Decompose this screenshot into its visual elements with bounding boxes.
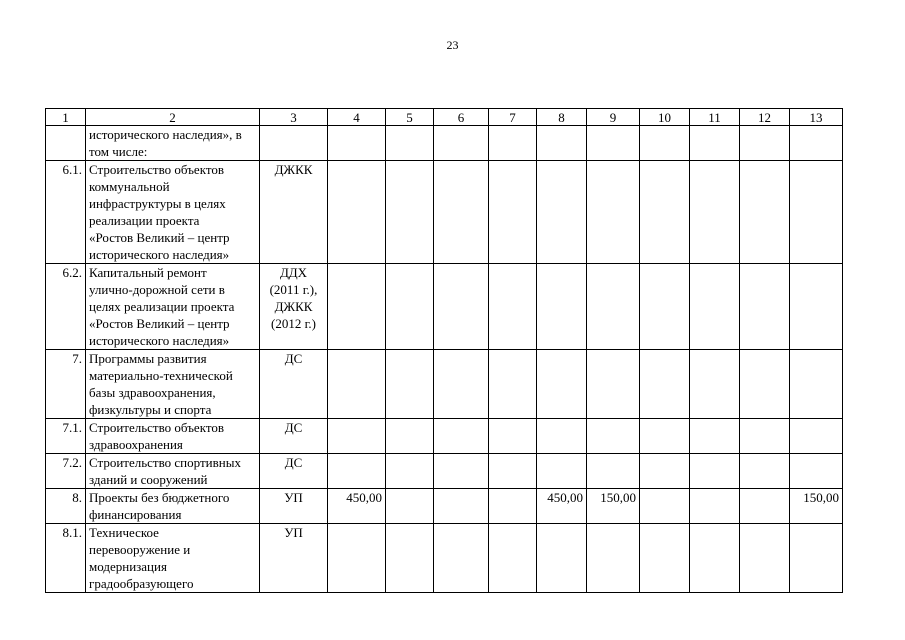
value-cell — [537, 454, 587, 489]
value-cell — [386, 454, 434, 489]
value-cell — [434, 161, 489, 264]
item-name-cell — [86, 126, 260, 161]
executor-cell — [260, 489, 328, 524]
item-name-line: финансирования — [89, 507, 182, 522]
value-cell — [328, 161, 386, 264]
item-name-line: инфраструктуры в целях — [89, 196, 226, 211]
row-number-cell: 7.2. — [46, 454, 86, 489]
column-number-row — [46, 109, 843, 126]
table-row — [46, 524, 843, 593]
value-cell — [587, 126, 640, 161]
item-name-cell — [86, 161, 260, 264]
executor-cell — [260, 350, 328, 419]
item-name-cell — [86, 264, 260, 350]
value-cell: 450,00 — [537, 489, 587, 524]
item-name-line: улично-дорожной сети в — [89, 282, 225, 297]
value-cell — [328, 524, 386, 593]
item-name-line: исторического наследия» — [89, 247, 230, 262]
table-row — [46, 161, 843, 264]
value-cell — [386, 489, 434, 524]
item-name-line: коммунальной — [89, 179, 170, 194]
item-name-line: модернизация — [89, 559, 167, 574]
value-cell — [434, 350, 489, 419]
item-name-line: «Ростов Великий – центр — [89, 316, 230, 331]
column-number-cell: 1 — [46, 109, 86, 126]
row-number-cell: 7. — [46, 350, 86, 419]
value-cell — [690, 264, 740, 350]
item-name-line: материально-технической — [89, 368, 233, 383]
value-cell — [587, 161, 640, 264]
item-name-line: Строительство спортивных — [89, 455, 241, 470]
item-name-line: «Ростов Великий – центр — [89, 230, 230, 245]
row-number-cell: 8. — [46, 489, 86, 524]
table-row — [46, 454, 843, 489]
row-number-cell: 6.2. — [46, 264, 86, 350]
value-cell — [640, 161, 690, 264]
executor-line: ДС — [284, 455, 303, 470]
table-row — [46, 126, 843, 161]
value-cell — [640, 489, 690, 524]
executor-line: ДЖКК — [274, 299, 313, 314]
value-cell — [328, 264, 386, 350]
value-cell — [690, 454, 740, 489]
value-cell — [740, 161, 790, 264]
item-name-line: Программы развития — [89, 351, 207, 366]
value-cell — [740, 454, 790, 489]
item-name-line: Техническое — [89, 525, 159, 540]
item-name-line: целях реализации проекта — [89, 299, 235, 314]
executor-cell — [260, 524, 328, 593]
page-number: 23 — [446, 38, 459, 52]
table-row — [46, 419, 843, 454]
executor-cell — [260, 419, 328, 454]
value-cell — [537, 419, 587, 454]
executor-line: ДЖКК — [274, 162, 313, 177]
value-cell — [690, 126, 740, 161]
value-cell — [386, 161, 434, 264]
row-number-cell: 6.1. — [46, 161, 86, 264]
value-cell — [790, 264, 843, 350]
value-cell — [537, 524, 587, 593]
value-cell — [740, 350, 790, 419]
value-cell — [328, 126, 386, 161]
value-cell — [587, 419, 640, 454]
value-cell — [740, 489, 790, 524]
value-cell — [640, 454, 690, 489]
column-number-cell: 12 — [740, 109, 790, 126]
value-cell — [790, 126, 843, 161]
item-name-line: Строительство объектов — [89, 162, 224, 177]
item-name-cell — [86, 350, 260, 419]
value-cell — [587, 454, 640, 489]
value-cell — [690, 419, 740, 454]
value-cell — [640, 419, 690, 454]
value-cell — [790, 161, 843, 264]
executor-line: УП — [284, 490, 303, 505]
executor-line: (2012 г.) — [270, 316, 317, 331]
value-cell — [328, 419, 386, 454]
value-cell — [640, 350, 690, 419]
value-cell — [790, 419, 843, 454]
item-name-line: физкультуры и спорта — [89, 402, 212, 417]
item-name-line: Капитальный ремонт — [89, 265, 207, 280]
value-cell: 150,00 — [587, 489, 640, 524]
executor-cell — [260, 264, 328, 350]
value-cell — [587, 264, 640, 350]
value-cell — [489, 126, 537, 161]
table-row — [46, 264, 843, 350]
value-cell — [690, 161, 740, 264]
value-cell — [640, 524, 690, 593]
column-number-cell: 2 — [86, 109, 260, 126]
item-name-line: Проекты без бюджетного — [89, 490, 230, 505]
value-cell — [386, 524, 434, 593]
executor-cell — [260, 454, 328, 489]
item-name-line: базы здравоохранения, — [89, 385, 216, 400]
column-number-cell: 10 — [640, 109, 690, 126]
executor-line: ДС — [284, 420, 303, 435]
item-name-cell — [86, 454, 260, 489]
value-cell — [740, 126, 790, 161]
row-number-cell — [46, 126, 86, 161]
value-cell — [587, 524, 640, 593]
value-cell — [690, 489, 740, 524]
value-cell — [434, 126, 489, 161]
executor-line: ДДХ — [279, 265, 308, 280]
value-cell — [740, 524, 790, 593]
item-name-cell — [86, 524, 260, 593]
value-cell — [386, 350, 434, 419]
item-name-line: Строительство объектов — [89, 420, 224, 435]
item-name-line: градообразующего — [89, 576, 194, 591]
value-cell — [386, 264, 434, 350]
value-cell — [640, 264, 690, 350]
value-cell — [587, 350, 640, 419]
value-cell — [434, 454, 489, 489]
executor-cell — [260, 161, 328, 264]
value-cell: 450,00 — [328, 489, 386, 524]
value-cell — [489, 264, 537, 350]
value-cell — [434, 524, 489, 593]
value-cell — [790, 524, 843, 593]
executor-line: (2011 г.), — [269, 282, 318, 297]
value-cell — [790, 454, 843, 489]
column-number-cell: 13 — [790, 109, 843, 126]
value-cell — [489, 350, 537, 419]
value-cell — [740, 264, 790, 350]
column-number-cell: 11 — [690, 109, 740, 126]
column-number-cell: 7 — [489, 109, 537, 126]
value-cell — [328, 454, 386, 489]
value-cell — [489, 454, 537, 489]
value-cell — [328, 350, 386, 419]
value-cell — [790, 350, 843, 419]
table-body — [46, 109, 843, 593]
data-table — [45, 108, 843, 593]
column-number-cell: 8 — [537, 109, 587, 126]
value-cell: 150,00 — [790, 489, 843, 524]
value-cell — [489, 489, 537, 524]
value-cell — [434, 264, 489, 350]
item-name-cell — [86, 419, 260, 454]
row-number-cell: 8.1. — [46, 524, 86, 593]
item-name-line: реализации проекта — [89, 213, 200, 228]
executor-line: УП — [284, 525, 303, 540]
item-name-line: том числе: — [89, 144, 148, 159]
value-cell — [386, 419, 434, 454]
item-name-line: здравоохранения — [89, 437, 183, 452]
table-row — [46, 489, 843, 524]
value-cell — [537, 161, 587, 264]
item-name-line: исторического наследия», в — [89, 127, 242, 142]
value-cell — [537, 126, 587, 161]
value-cell — [434, 419, 489, 454]
executor-cell — [260, 126, 328, 161]
column-number-cell: 4 — [328, 109, 386, 126]
executor-line: ДС — [284, 351, 303, 366]
value-cell — [690, 524, 740, 593]
value-cell — [740, 419, 790, 454]
value-cell — [537, 264, 587, 350]
item-name-line: зданий и сооружений — [89, 472, 208, 487]
column-number-cell: 6 — [434, 109, 489, 126]
column-number-cell: 3 — [260, 109, 328, 126]
item-name-line: исторического наследия» — [89, 333, 230, 348]
column-number-cell: 9 — [587, 109, 640, 126]
value-cell — [537, 350, 587, 419]
row-number-cell: 7.1. — [46, 419, 86, 454]
value-cell — [386, 126, 434, 161]
value-cell — [489, 524, 537, 593]
item-name-line: перевооружение и — [89, 542, 191, 557]
item-name-cell — [86, 489, 260, 524]
value-cell — [489, 161, 537, 264]
value-cell — [640, 126, 690, 161]
column-number-cell: 5 — [386, 109, 434, 126]
value-cell — [690, 350, 740, 419]
value-cell — [489, 419, 537, 454]
value-cell — [434, 489, 489, 524]
table-row — [46, 350, 843, 419]
